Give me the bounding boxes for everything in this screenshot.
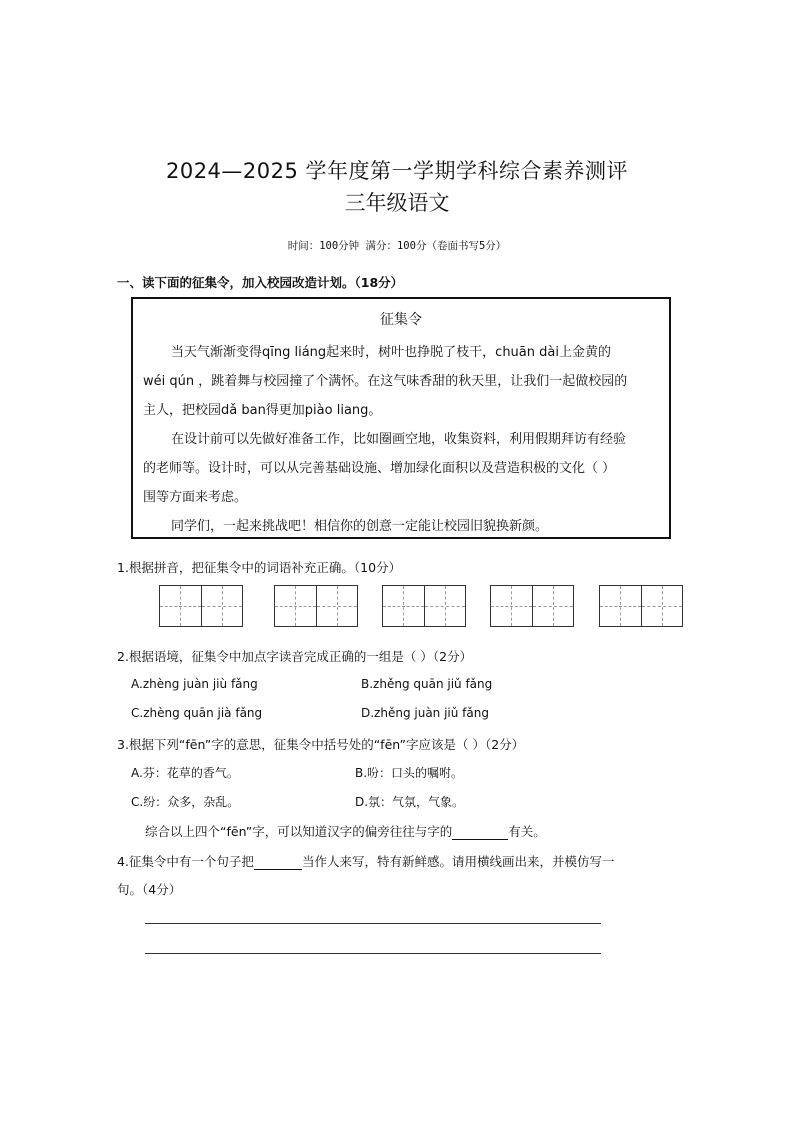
answer-grid[interactable]	[274, 585, 358, 627]
section-heading: 一、读下面的征集令，加入校园改造计划。（18分）	[117, 275, 404, 290]
option-d: D.zhěng juàn jiǔ fǎng	[361, 706, 489, 720]
summary-text: 综合以上四个“fēn”字，可以知道汉字的偏旁往往与字的	[145, 824, 453, 839]
question-4	[117, 852, 614, 870]
question-4-line2: 句。（4分）	[117, 882, 182, 897]
answer-line[interactable]	[145, 953, 601, 954]
notice-line: 在设计前可以先做好准备工作，比如圈画空地，收集资料，利用假期拜访有经验	[171, 432, 627, 447]
exam-subtitle: 三年级语文	[344, 191, 450, 215]
option-c: C.纷：众多，杂乱。	[131, 795, 240, 809]
option-b: B.zhěng quān jiǔ fǎng	[361, 677, 493, 691]
question-4-text: 当作人来写，特有新鲜感。请用横线画出来，并模仿写一	[301, 854, 615, 869]
option-d: D.氛：气氛，气象。	[355, 795, 465, 809]
fill-blank[interactable]	[452, 825, 508, 840]
option-a: A.zhèng juàn jiù fǎng	[131, 677, 258, 691]
notice-line: 的老师等。设计时，可以从完善基础设施、增加绿化面积以及营造积极的文化（ ）	[143, 461, 616, 476]
question-4-text: 4.征集令中有一个句子把	[117, 854, 254, 869]
question-2: 2.根据语境，征集令中加点字读音完成正确的一组是（ ）（2分）	[117, 649, 473, 664]
answer-line[interactable]	[145, 923, 601, 924]
question-1: 1.根据拼音，把征集令中的词语补充正确。（10分）	[117, 560, 402, 575]
question-3-summary	[145, 822, 546, 840]
fill-blank[interactable]	[254, 855, 302, 870]
option-a: A.芬：花草的香气。	[131, 766, 239, 780]
question-3: 3.根据下列“fēn”字的意思，征集令中括号处的“fēn”字应该是（ ）（2分）	[117, 737, 525, 752]
answer-grid[interactable]	[490, 585, 574, 627]
exam-title: 2024—2025 学年度第一学期学科综合素养测评	[165, 159, 629, 183]
notice-line: 主人，把校园dǎ ban得更加piào liang。	[143, 403, 382, 418]
notice-line: 当天气渐渐变得qīng liáng起来时，树叶也挣脱了枝干，chuān dài上金黄的	[171, 345, 611, 360]
notice-line: wéi qún ，跳着舞与校园撞了个满怀。在这气味香甜的秋天里，让我们一起做校园的	[143, 374, 628, 389]
answer-grid[interactable]	[382, 585, 466, 627]
option-b: B.吩：口头的嘱咐。	[355, 766, 464, 780]
option-c: C.zhèng quān jià fǎng	[131, 706, 263, 720]
notice-line: 围等方面来考虑。	[143, 490, 248, 505]
summary-text: 有关。	[508, 824, 546, 839]
answer-grid[interactable]	[599, 585, 683, 627]
answer-grid[interactable]	[159, 585, 243, 627]
notice-title: 征集令	[380, 312, 422, 328]
exam-meta: 时间：100分钟 满分：100分（卷面书写5分）	[287, 240, 507, 252]
notice-box	[131, 297, 671, 539]
notice-line: 同学们，一起来挑战吧！相信你的创意一定能让校园旧貌换新颜。	[171, 519, 549, 534]
